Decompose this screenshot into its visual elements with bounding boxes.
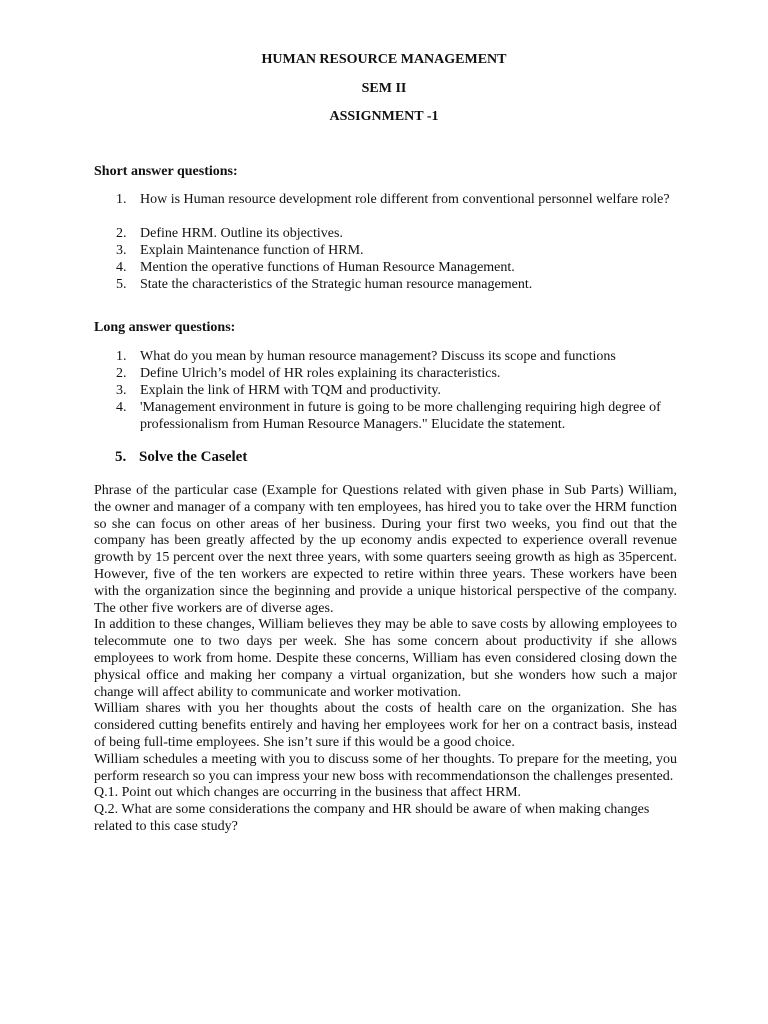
short-question-1 — [94, 191, 674, 208]
assignment-label: ASSIGNMENT -1 — [329, 109, 439, 124]
list-item-text: How is Human resource development role different from conventional personnel welfare role? — [140, 192, 670, 207]
list-item-text: 'Management environment in future is going to be more challenging requiring high degree of professionalism from Human Resource Managers." Elucidate the statement. — [140, 400, 661, 432]
list-item-text: Define Ulrich’s model of HR roles explaining its characteristics. — [140, 366, 501, 381]
caselet-paragraph-4: William schedules a meeting with you to discuss some of her thoughts. To prepare for the meeting, you perform research so you can impress your new boss with recommendationson the challenges presented. — [94, 751, 677, 784]
long-answer-heading: Long answer questions: — [94, 320, 236, 335]
caselet-heading — [115, 449, 247, 466]
short-question-3 — [94, 242, 674, 259]
short-answer-heading: Short answer questions: — [94, 164, 238, 179]
list-item-text: Explain the link of HRM with TQM and productivity. — [140, 383, 441, 398]
document-title: HUMAN RESOURCE MANAGEMENT — [261, 52, 507, 67]
long-question-4 — [94, 399, 674, 433]
caselet-paragraph-3: William shares with you her thoughts about the costs of health care on the organization. She has considered cutting benefits entirely and having her employees work for her on a contract basis, instead of being full-time employees. She isn’t sure if this would be a good choice. — [94, 701, 677, 750]
list-number: 4. — [116, 260, 127, 275]
list-item-text: Explain Maintenance function of HRM. — [140, 243, 364, 258]
caselet-question-2: Q.2. What are some considerations the company and HR should be aware of when making changes related to this case study? — [94, 802, 650, 834]
list-number: 5. — [116, 277, 127, 292]
list-number: 4. — [116, 400, 127, 415]
caselet-body — [94, 483, 677, 836]
list-number: 1. — [116, 192, 127, 207]
long-question-2 — [94, 365, 674, 382]
list-item-text: What do you mean by human resource management? Discuss its scope and functions — [140, 349, 616, 364]
caselet-paragraph-1: Phrase of the particular case (Example for Questions related with given phase in Sub Parts) William, the owner and manager of a company with ten employees, has hired you to take over the HRM function so she can focus on other areas of her business. During your first two weeks, you find out that the company has been greatly affected by the up economy andis expected to experience overall revenue growth by 15 percent over the next three years, with some quarters seeing growth as high as 35percent. However, five of the ten workers are expected to retire within three years. These workers have been with the organization since the beginning and provide a unique historical perspective of the company. The other five workers are of diverse ages. — [94, 483, 677, 616]
list-number: 2. — [116, 226, 127, 241]
semester-label: SEM II — [361, 81, 407, 96]
caselet-number: 5. — [115, 449, 127, 465]
short-question-4 — [94, 259, 674, 276]
short-question-2 — [94, 225, 674, 242]
list-number: 3. — [116, 383, 127, 398]
long-question-3 — [94, 382, 674, 399]
caselet-title: Solve the Caselet — [139, 449, 248, 465]
short-question-5 — [94, 276, 674, 293]
list-number: 3. — [116, 243, 127, 258]
list-item-text: Mention the operative functions of Human Resource Management. — [140, 260, 515, 275]
caselet-question-1: Q.1. Point out which changes are occurring in the business that affect HRM. — [94, 785, 522, 801]
list-item-text: State the characteristics of the Strategic human resource management. — [140, 277, 533, 292]
list-item-text: Define HRM. Outline its objectives. — [140, 226, 343, 241]
list-number: 2. — [116, 366, 127, 381]
caselet-paragraph-2: In addition to these changes, William believes they may be able to save costs by allowing employees to telecommute one to two days per week. She has some concern about productivity if she allows employees to work from home. Despite these concerns, William has even considered closing down the physical office and making her company a virtual organization, but she wonders how such a major change will affect ability to communicate and worker motivation. — [94, 617, 677, 700]
list-number: 1. — [116, 349, 127, 364]
long-question-1 — [94, 348, 674, 365]
